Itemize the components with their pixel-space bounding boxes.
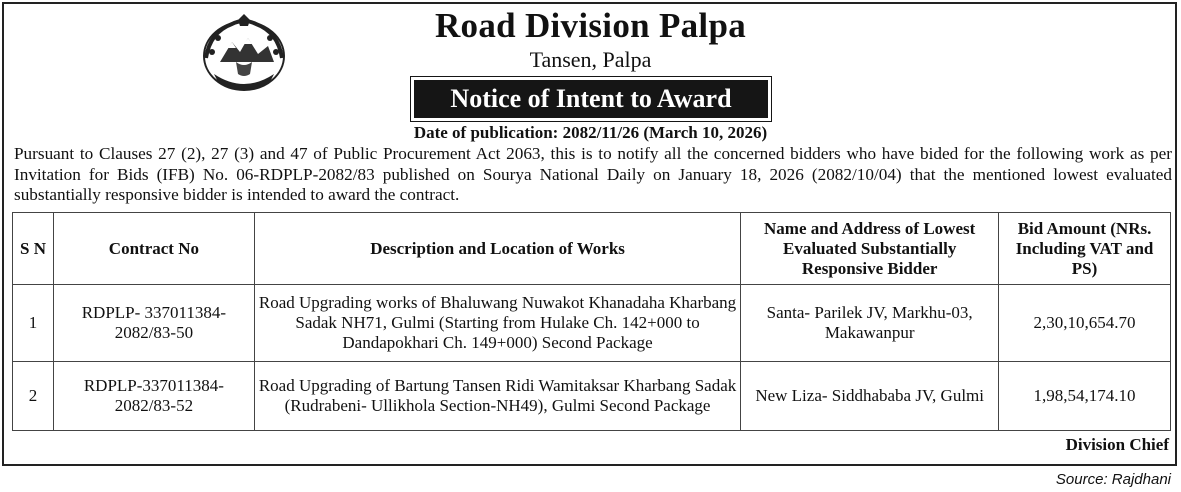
cell-contract-no: RDPLP-337011384-2082/83-52	[53, 362, 254, 431]
cell-amount: 2,30,10,654.70	[999, 285, 1171, 362]
cell-bidder: Santa- Parilek JV, Markhu-03, Makawanpur	[741, 285, 999, 362]
table-header-row	[13, 213, 1171, 285]
cell-sn: 1	[13, 285, 54, 362]
signature: Division Chief	[1065, 435, 1169, 454]
source-credit: Source: Rajdhani	[1055, 471, 1171, 488]
publication-date: Date of publication: 2082/11/26 (March 10, 2026)	[413, 123, 768, 142]
cell-description: Road Upgrading of Bartung Tansen Ridi Wamitaksar Kharbang Sadak (Rudrabeni- Ullikhola Section-NH49), Gulmi Second Package	[254, 362, 740, 431]
header-sn: S N	[13, 213, 54, 285]
notice-paragraph: Pursuant to Clauses 27 (2), 27 (3) and 47 of Public Procurement Act 2063, this is to notify all the concerned bidders who have bided for the following work as per Invitation for Bids (IFB) No. 06-RDPLP-2082/83 published on Sourya National Daily on January 18, 2026 (2082/10/04) that the mentioned lowest evaluated substantially responsive bidder is intended to award the contract.	[14, 144, 1172, 204]
cell-sn: 2	[13, 362, 54, 431]
header-description: Description and Location of Works	[254, 213, 740, 285]
organization-title: Road Division Palpa	[434, 6, 747, 45]
notice-label: Notice of Intent to Award	[414, 80, 768, 118]
cell-bidder: New Liza- Siddhababa JV, Gulmi	[741, 362, 999, 431]
header-amount: Bid Amount (NRs. Including VAT and PS)	[999, 213, 1171, 285]
table-row	[13, 362, 1171, 431]
header-bidder: Name and Address of Lowest Evaluated Substantially Responsive Bidder	[741, 213, 999, 285]
header-contract-no: Contract No	[53, 213, 254, 285]
organization-location: Tansen, Palpa	[529, 47, 652, 72]
cell-amount: 1,98,54,174.10	[999, 362, 1171, 431]
cell-contract-no: RDPLP- 337011384-2082/83-50	[53, 285, 254, 362]
cell-description: Road Upgrading works of Bhaluwang Nuwakot Khanadaha Kharbang Sadak NH71, Gulmi (Starting from Hulake Ch. 142+000 to Dandapokhari Ch. 149+000) Second Package	[254, 285, 740, 362]
award-table	[12, 212, 1171, 431]
table-row	[13, 285, 1171, 362]
